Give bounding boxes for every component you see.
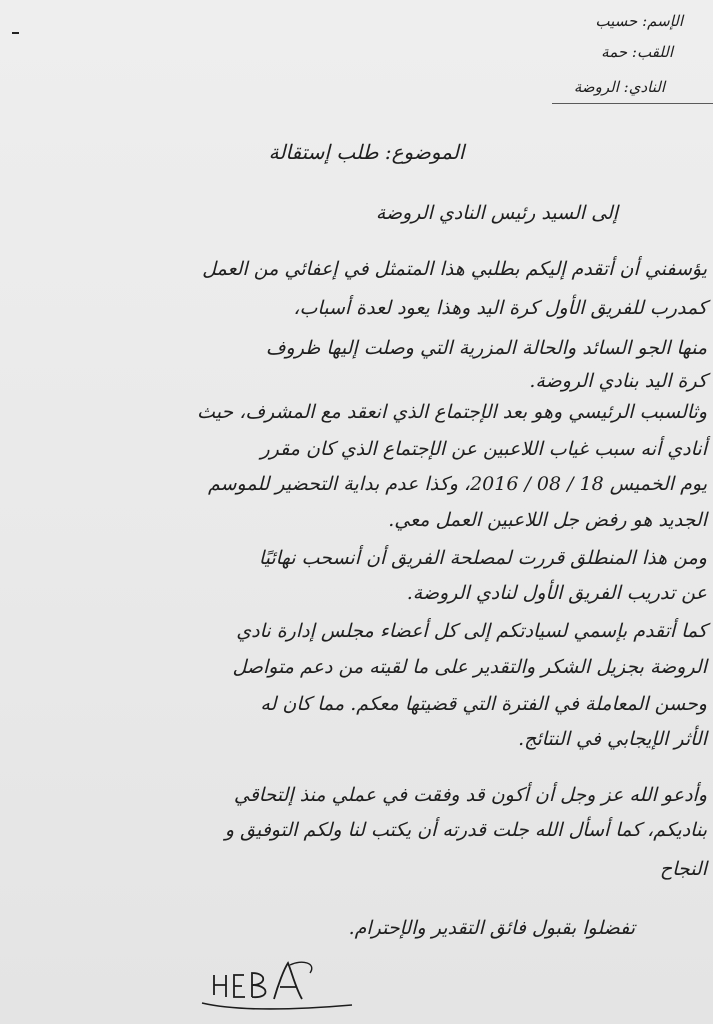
letter-recipient: إلى السيد رئيس النادي الروضة — [375, 202, 618, 224]
body-line: منها الجو السائد والحالة المزرية التي وصلت إليها ظروف — [265, 337, 707, 359]
body-line: أنادي أنه سبب غياب اللاعبين عن الإجتماع الذي كان مقرر — [260, 438, 707, 460]
header-underline — [552, 103, 713, 104]
body-line: يوم الخميس 18 / 08 / 2016، وكذا عدم بداية التحضير للموسم — [207, 473, 707, 495]
body-line: الأثر الإيجابي في النتائج. — [518, 728, 707, 750]
body-line: كرة اليد بنادي الروضة. — [529, 370, 707, 392]
sender-club: النادي: الروضة — [573, 78, 665, 96]
sender-name: الإسم: حسيب — [595, 12, 683, 30]
body-line: ومن هذا المنطلق قررت لمصلحة الفريق أن أنسحب نهائيًا — [258, 547, 707, 569]
body-line: عن تدريب الفريق الأول لنادي الروضة. — [406, 582, 707, 604]
body-line: وأدعو الله عز وجل أن أكون قد وفقت في عملي منذ إلتحاقي — [233, 784, 707, 806]
body-line: وحسن المعاملة في الفترة التي قضيتها معكم. مما كان له — [260, 693, 707, 715]
sender-surname: اللقب: حمة — [601, 43, 673, 61]
body-line: كمدرب للفريق الأول كرة اليد وهذا يعود لعدة أسباب، — [293, 297, 707, 319]
body-line: وثالسبب الرئيسي وهو بعد الإجتماع الذي انعقد مع المشرف، حيث — [197, 401, 707, 423]
letter-closing: تفضلوا بقبول فائق التقدير والإحترام. — [348, 917, 635, 939]
body-line: بناديكم، كما أسأل الله جلت قدرته أن يكتب لنا ولكم التوفيق و — [224, 819, 707, 841]
ink-mark — [12, 32, 19, 34]
body-line: يؤسفني أن أتقدم إليكم بطلبي هذا المتمثل في إعفائي من العمل — [202, 258, 707, 280]
handwritten-signature — [192, 955, 362, 1015]
body-line: الجديد هو رفض جل اللاعبين العمل معي. — [388, 509, 707, 531]
letter-subject: الموضوع: طلب إستقالة — [268, 140, 465, 164]
body-line: النجاح — [659, 858, 707, 880]
body-line: الروضة بجزيل الشكر والتقدير على ما لقيته من دعم متواصل — [232, 656, 707, 678]
body-line: كما أتقدم بإسمي لسيادتكم إلى كل أعضاء مجلس إدارة نادي — [236, 620, 707, 642]
